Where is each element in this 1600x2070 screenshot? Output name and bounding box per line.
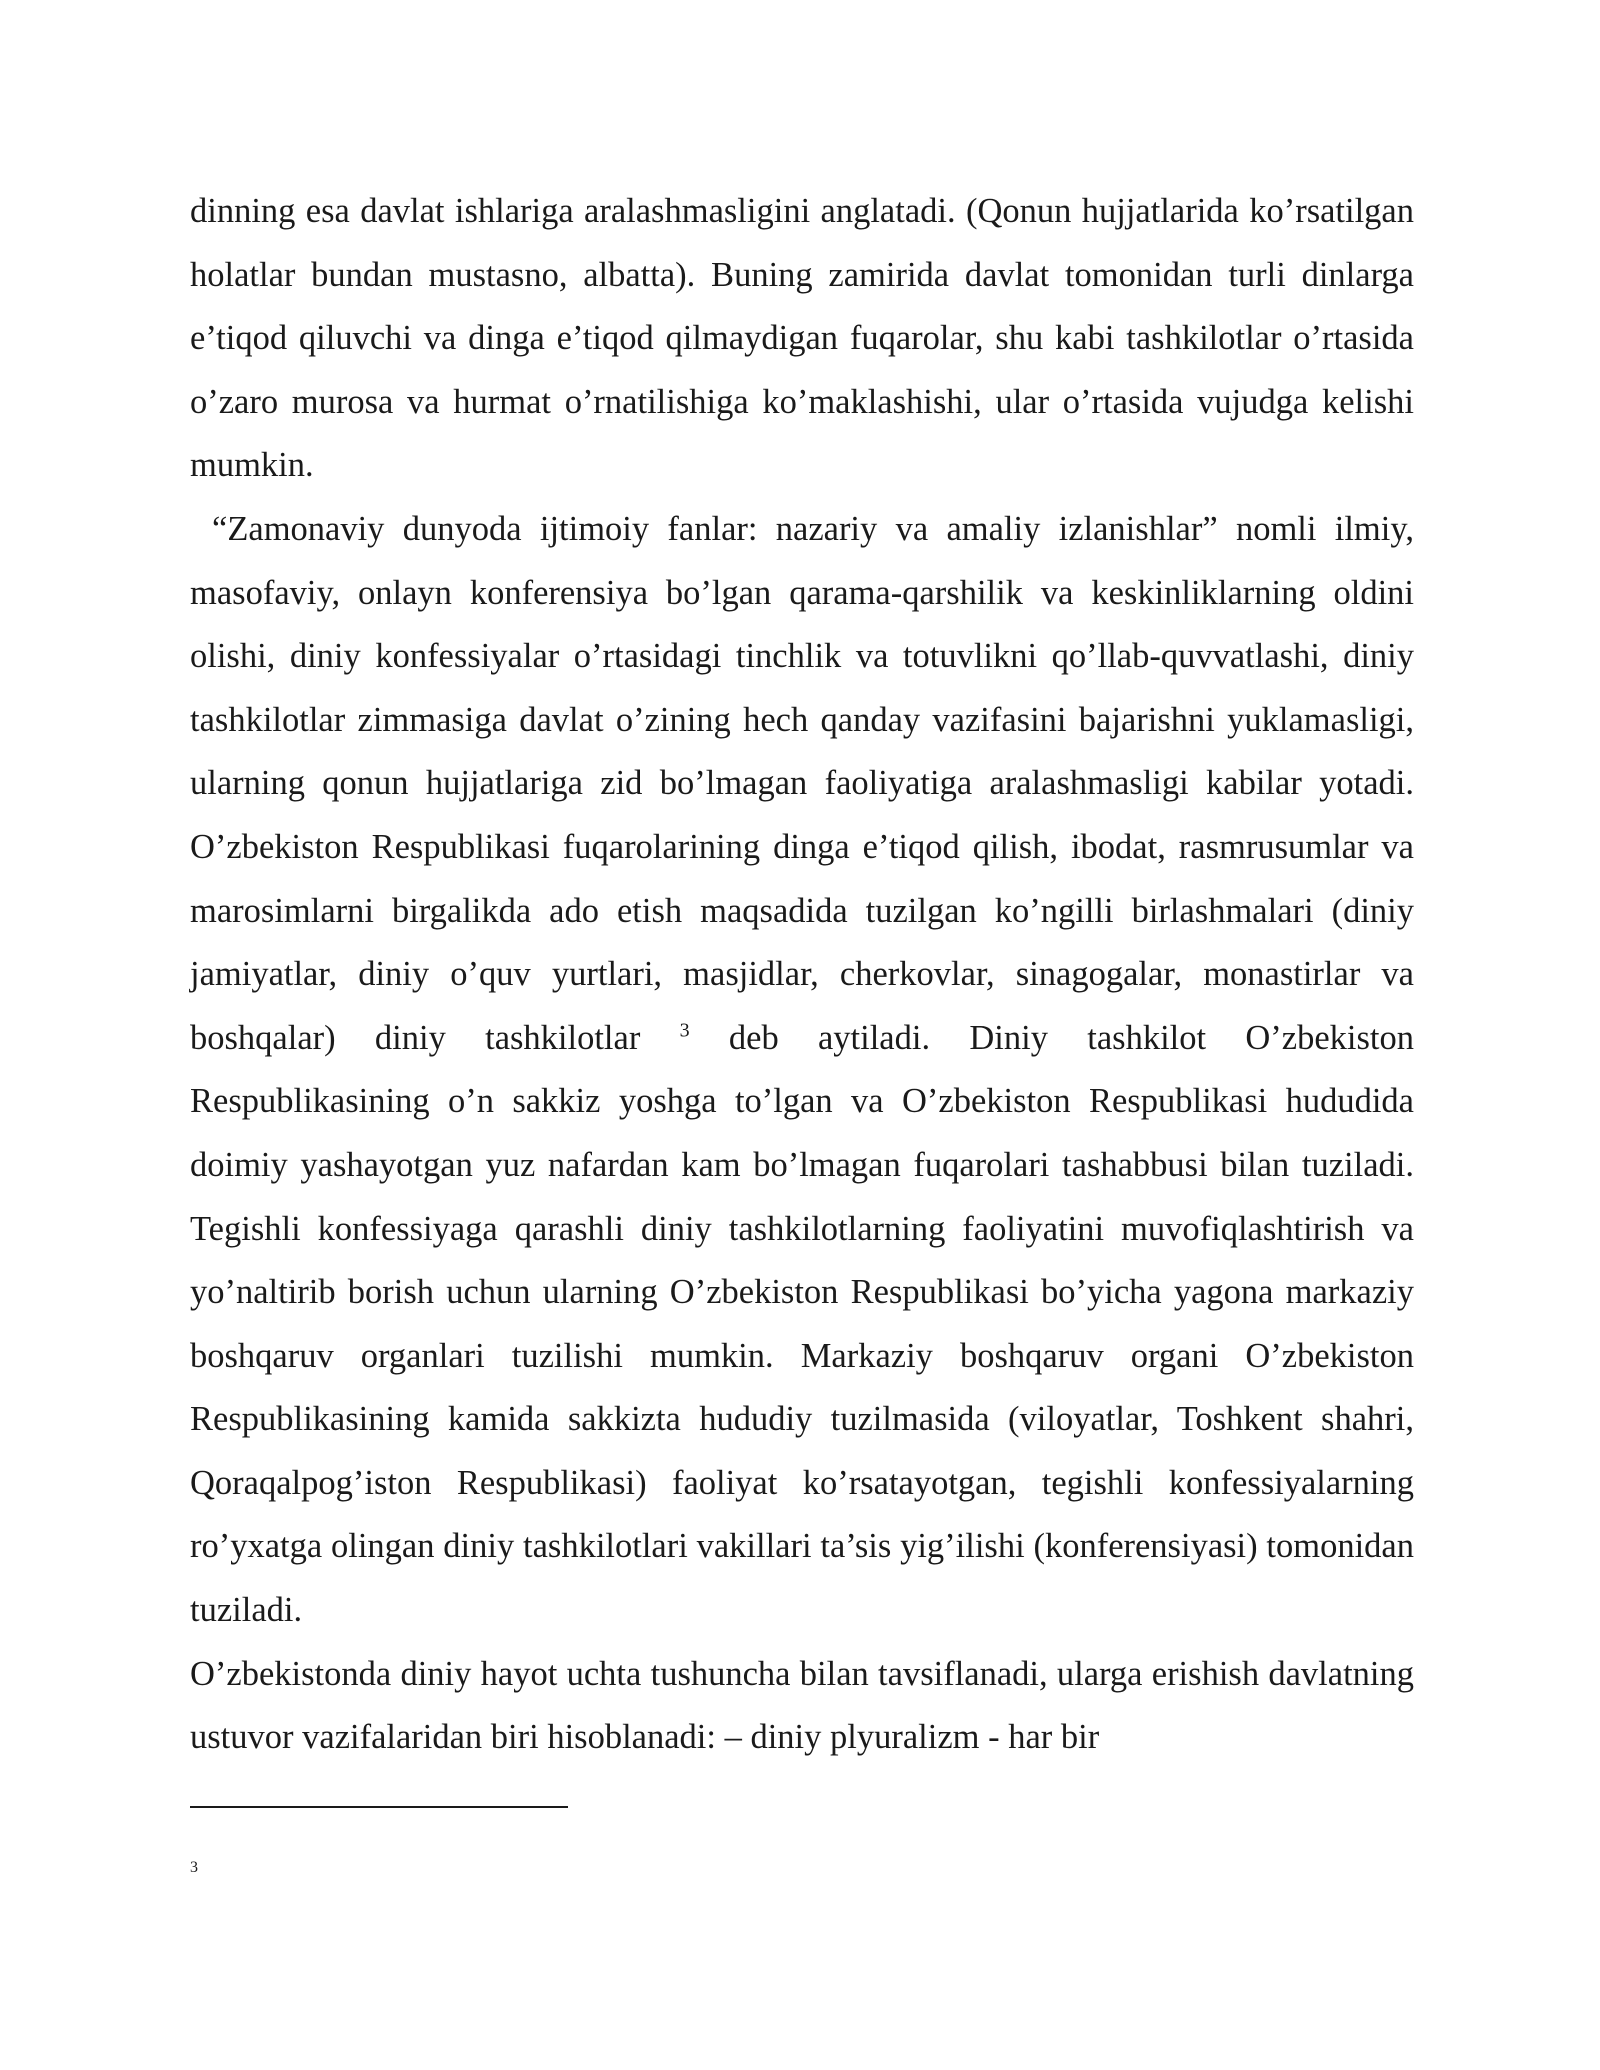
paragraph-2-text-b: deb aytiladi. Diniy tashkilot O’zbekiston Respublikasining o’n sakkiz yoshga to’lgan va O’zbekiston Respublikasi hududida doimiy yashayotgan yuz nafardan kam bo’lmagan fuqarolari tashabbusi bilan tuziladi. Tegishli konfessiyaga qarashli diniy tashkilotlarning faoliyatini muvofiqlashtirish va yo’naltirib borish uchun ularning O’zbekiston Respublikasi bo’yicha yagona markaziy boshqaruv organlari tuzilishi mumkin. Markaziy boshqaruv organi O’zbekiston Respublikasining kamida sakkizta hududiy tuzilmasida (viloyatlar, Toshkent shahri, Qoraqalpog’iston Respublikasi) faoliyat ko’rsatayotgan, tegishli konfessiyalarning ro’yxatga olingan diniy tashkilotlari vakillari ta’sis yig’ilishi (konferensiyasi) tomonidan tuziladi.	[190, 1018, 1414, 1630]
footnote-separator	[190, 1806, 568, 1808]
paragraph-3: O’zbekistonda diniy hayot uchta tushuncha bilan tavsiflanadi, ularga erishish davlatning ustuvor vazifalaridan biri hisoblanadi: – diniy plyuralizm - har bir	[190, 1654, 1414, 1757]
paragraph-2-text-a: “Zamonaviy dunyoda ijtimoiy fanlar: nazariy va amaliy izlanishlar” nomli ilmiy, masofaviy, onlayn konferensiya bo’lgan qarama-qarshilik va keskinliklarning oldini olishi, diniy konfessiyalar o’rtasidagi tinchlik va totuvlikni qo’llab-quvvatlashi, diniy tashkilotlar zimmasiga davlat o’zining hech qanday vazifasini bajarishni yuklamasligi, ularning qonun hujjatlariga zid bo’lmagan faoliyatiga aralashmasligi kabilar yotadi. O’zbekiston Respublikasi fuqarolarining dinga e’tiqod qilish, ibodat, rasmrusumlar va marosimlarni birgalikda ado etish maqsadida tuzilgan ko’ngilli birlashmalari (diniy jamiyatlar, diniy o’quv yurtlari, masjidlar, cherkovlar, sinagogalar, monastirlar va boshqalar) diniy tashkilotlar	[190, 509, 1414, 1057]
footnote-reference[interactable]: 3	[679, 1019, 690, 1042]
body-text	[190, 180, 1414, 1770]
footnote-number: 3	[190, 1859, 198, 1876]
paragraph-2	[190, 498, 1414, 1643]
paragraph-1: dinning esa davlat ishlariga aralashmasligini anglatadi. (Qonun hujjatlarida ko’rsatilgan holatlar bundan mustasno, albatta). Buning zamirida davlat tomonidan turli dinlarga e’tiqod qiluvchi va dinga e’tiqod qilmaydigan fuqarolar, shu kabi tashkilotlar o’rtasida o’zaro murosa va hurmat o’rnatilishiga ko’maklashishi, ular o’rtasida vujudga kelishi mumkin.	[190, 192, 1414, 485]
